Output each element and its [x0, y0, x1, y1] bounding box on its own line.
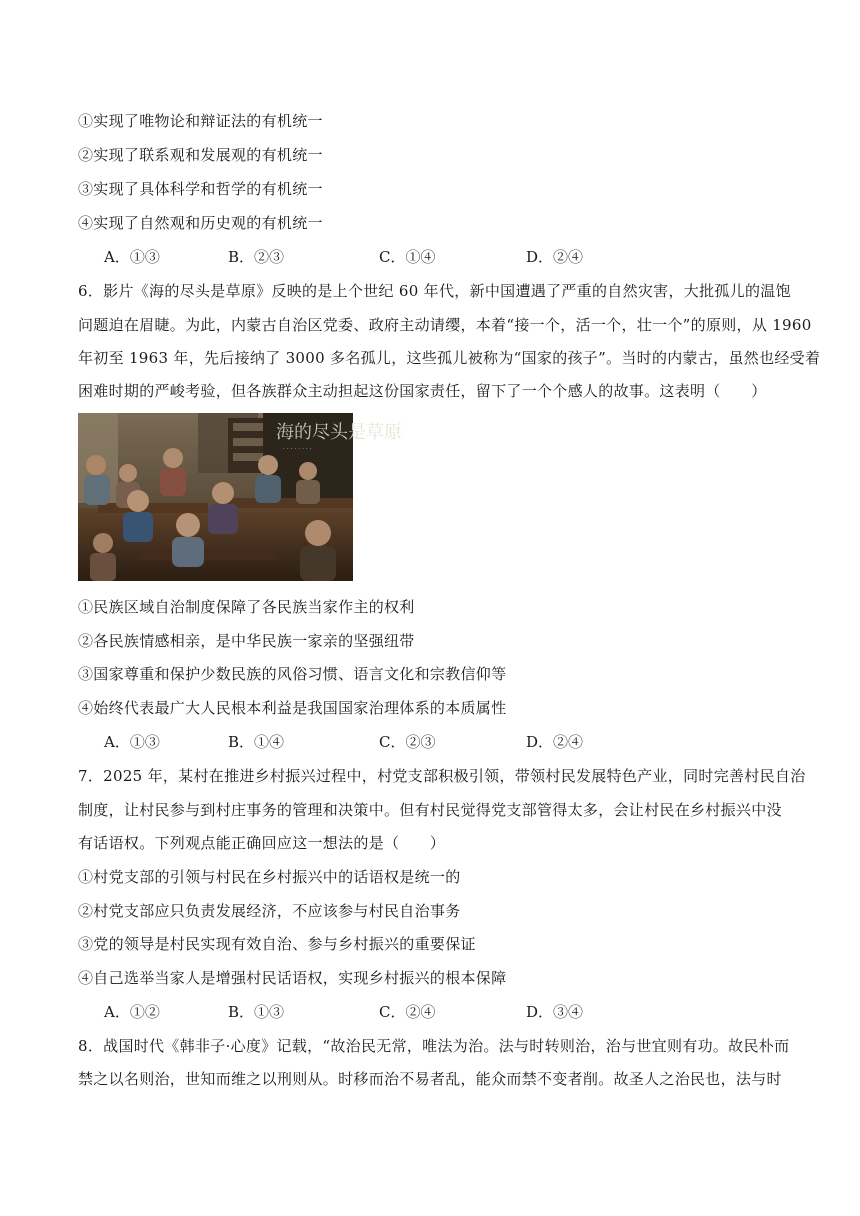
q6-option-2: ②各民族情感相亲，是中华民族一家亲的坚强纽带 [78, 632, 415, 650]
q5-option-1: ①实现了唯物论和辩证法的有机统一 [78, 112, 323, 130]
q7-choice-a: A．①② [104, 1003, 160, 1021]
q7-choice-c: C．②④ [379, 1003, 436, 1021]
q6-stem-line-2: 问题迫在眉睫。为此，内蒙古自治区党委、政府主动请缨，本着“接一个，活一个，壮一个”的原则，从 1960 [78, 316, 812, 334]
q7-choice-b: B．①③ [228, 1003, 285, 1021]
q5-option-3: ③实现了具体科学和哲学的有机统一 [78, 180, 323, 198]
movie-still-image [78, 413, 402, 581]
q6-choice-b: B．①④ [228, 733, 285, 751]
q5-choice-a: A．①③ [104, 248, 160, 266]
q8-stem-line-1: 8．战国时代《韩非子·心度》记载，“故治民无常，唯法为治。法与时转则治，治与世宜则有功。故民朴而 [78, 1037, 790, 1055]
q6-stem-line-4: 困难时期的严峻考验，但各族群众主动担起这份国家责任，留下了一个个感人的故事。这表明（ ） [78, 382, 767, 400]
q6-stem-line-1: 6．影片《海的尽头是草原》反映的是上个世纪 60 年代，新中国遭遇了严重的自然灾害，大批孤儿的温饱 [78, 282, 791, 300]
q5-choice-b: B．②③ [228, 248, 285, 266]
q5-choice-d: D．②④ [526, 248, 584, 266]
q6-option-4: ④始终代表最广大人民根本利益是我国国家治理体系的本质属性 [78, 699, 507, 717]
q7-stem-line-3: 有话语权。下列观点能正确回应这一想法的是（ ） [78, 834, 446, 852]
q7-option-4: ④自己选举当家人是增强村民话语权，实现乡村振兴的根本保障 [78, 969, 507, 987]
q8-stem-line-2: 禁之以名则治，世知而维之以刑则从。时移而治不易者乱，能众而禁不变者削。故圣人之治民也，法与时 [78, 1070, 782, 1088]
movie-title-text: 海的尽头是草原 [276, 422, 402, 443]
q6-option-3: ③国家尊重和保护少数民族的风俗习惯、语言文化和宗教信仰等 [78, 665, 507, 683]
q6-choice-c: C．②③ [379, 733, 436, 751]
q5-option-2: ②实现了联系观和发展观的有机统一 [78, 146, 323, 164]
q6-stem-line-3: 年初至 1963 年，先后接纳了 3000 多名孤儿，这些孤儿被称为“国家的孩子”。当时的内蒙古，虽然也经受着 [78, 349, 821, 367]
q5-option-4: ④实现了自然观和历史观的有机统一 [78, 214, 323, 232]
q6-choice-a: A．①③ [104, 733, 160, 751]
q7-stem-line-2: 制度，让村民参与到村庄事务的管理和决策中。但有村民觉得党支部管得太多，会让村民在乡村振兴中没 [78, 801, 782, 819]
q6-choice-d: D．②④ [526, 733, 584, 751]
q7-option-1: ①村党支部的引领与村民在乡村振兴中的话语权是统一的 [78, 868, 461, 886]
q6-option-1: ①民族区域自治制度保障了各民族当家作主的权利 [78, 598, 415, 616]
svg-text:· · · · · · · ·: · · · · · · · · [283, 446, 312, 453]
q5-choice-c: C．①④ [379, 248, 436, 266]
q7-option-3: ③党的领导是村民实现有效自治、参与乡村振兴的重要保证 [78, 935, 476, 953]
q7-stem-line-1: 7．2025 年，某村在推进乡村振兴过程中，村党支部积极引领，带领村民发展特色产业，同时完善村民自治 [78, 767, 806, 785]
q7-choice-d: D．③④ [526, 1003, 584, 1021]
q7-option-2: ②村党支部应只负责发展经济，不应该参与村民自治事务 [78, 902, 461, 920]
